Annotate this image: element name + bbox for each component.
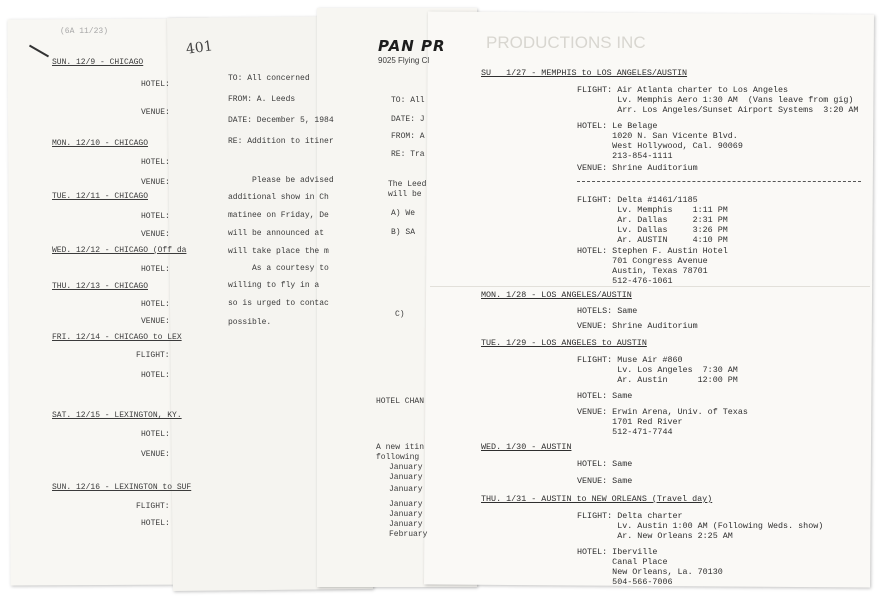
check-mark <box>29 45 49 58</box>
sheet2-line: FROM: A. Leeds <box>228 95 296 104</box>
sheet1-line: MON. 12/10 - CHICAGO <box>52 139 149 148</box>
sheet2-line: TO: All concerned <box>228 74 310 83</box>
sheet4-line: 512-471-7744 <box>577 427 673 437</box>
sheet4-line: Lv. Austin 1:00 AM (Following Weds. show) <box>577 521 824 531</box>
sheet4-line: Lv. Dallas 3:26 PM <box>577 225 728 235</box>
sheet3-line: TO: All <box>391 96 425 105</box>
pan-productions-logo: PAN PR <box>378 37 446 55</box>
sheet4-line: FLIGHT: Air Atlanta charter to Los Angeles <box>577 85 789 95</box>
sheet3-line: B) SA <box>391 228 416 237</box>
sheet4-line: VENUE: Shrine Auditorium <box>577 321 698 331</box>
sheet4-line: TUE. 1/29 - LOS ANGELES to AUSTIN <box>481 338 647 348</box>
sheet1-line: FLIGHT: <box>136 351 170 360</box>
sheet4-line: 1701 Red River <box>577 417 683 427</box>
sheet4-line: VENUE: Erwin Arena, Univ. of Texas <box>577 407 748 417</box>
sheet3-line: January <box>389 463 423 472</box>
sheet1-line: VENUE: <box>141 230 170 239</box>
sheet4-line: FLIGHT: Delta #1461/1185 <box>577 195 698 205</box>
sheet3-line: January <box>389 510 423 519</box>
sheet1-line: SUN. 12/9 - CHICAGO <box>52 58 144 67</box>
sheet1-line: THU. 12/13 - CHICAGO <box>52 282 149 291</box>
sheet4-line: Canal Place <box>577 557 668 567</box>
sheet4-line: Ar. Austin 12:00 PM <box>577 375 738 385</box>
sheet4-line: HOTEL: Same <box>577 391 633 401</box>
sheet1-line: HOTEL: <box>141 519 170 528</box>
sheet3-line: A) We <box>391 209 416 218</box>
sheet2-line: matinee on Friday, De <box>228 211 329 220</box>
sheet4-line: West Hollywood, Cal. 90069 <box>577 141 743 151</box>
sheet4-line: Ar. Dallas 2:31 PM <box>577 215 728 225</box>
sheet2-line: so is urged to contac <box>228 299 329 308</box>
sheet1-line: HOTEL: <box>141 80 170 89</box>
sheet4-line: SU 1/27 - MEMPHIS to LOS ANGELES/AUSTIN <box>481 68 688 78</box>
sheet4-line: Ar. New Orleans 2:25 AM <box>577 531 733 541</box>
sheet4-line: FLIGHT: Delta charter <box>577 511 683 521</box>
sheet4-line: New Orleans, La. 70130 <box>577 567 723 577</box>
sheet4-line: VENUE: Same <box>577 476 633 486</box>
sheet4-line: 504-566-7006 <box>577 577 673 587</box>
sheet4-line: HOTEL: Same <box>577 459 633 469</box>
sheet1-line: VENUE: <box>141 317 170 326</box>
sheet2-line: willing to fly in a <box>228 281 320 290</box>
sheet3-line: RE: Tra <box>391 150 425 159</box>
sheet1-line: HOTEL: <box>141 265 170 274</box>
sheet4-line: HOTEL: Stephen F. Austin Hotel <box>577 246 728 256</box>
sheet1-line: WED. 12/12 - CHICAGO (Off da <box>52 246 187 255</box>
corner-note: (6A 11/23) <box>60 27 109 36</box>
sheet4-line: HOTELS: Same <box>577 306 638 316</box>
sheet4-line: 213-854-1111 <box>577 151 673 161</box>
sheet4-line: Ar. AUSTIN 4:10 PM <box>577 235 728 245</box>
faded-letterhead: PRODUCTIONS INC <box>486 33 646 52</box>
sheet3-line: January <box>389 500 423 509</box>
sheet1-line: HOTEL: <box>141 371 170 380</box>
sheet3-line: HOTEL CHAN <box>376 397 425 406</box>
sheet4-line: HOTEL: Le Belage <box>577 121 658 131</box>
sheet3-line: following <box>376 453 420 462</box>
sheet4-line: 1020 N. San Vicente Blvd. <box>577 131 738 141</box>
sheet4-line: Austin, Texas 78701 <box>577 266 708 276</box>
sheet4-line: VENUE: Shrine Auditorium <box>577 163 698 173</box>
sheet1-line: HOTEL: <box>141 300 170 309</box>
handwritten-number: 401 <box>185 38 214 58</box>
sheet1-line: SUN. 12/16 - LEXINGTON to SUF <box>52 483 192 492</box>
sheet3-line: C) <box>395 310 405 319</box>
sheet3-line: January <box>389 520 423 529</box>
sheet4-line: FLIGHT: Muse Air #860 <box>577 355 683 365</box>
sheet1-line: VENUE: <box>141 450 170 459</box>
sheet4-line: HOTEL: Iberville <box>577 547 658 557</box>
sheet1-line: HOTEL: <box>141 430 170 439</box>
sheet4-line: 701 Congress Avenue <box>577 256 708 266</box>
sheet1-line: HOTEL: <box>141 158 170 167</box>
sheet4-line: Lv. Memphis Aero 1:30 AM (Vans leave from gig) <box>577 95 854 105</box>
sheet3-line: The Leed <box>388 180 427 189</box>
sheet3-line: February <box>389 530 428 539</box>
sheet4-line: 512-476-1061 <box>577 276 673 286</box>
sheet1-line: FLIGHT: <box>136 502 170 511</box>
sheet1-line: VENUE: <box>141 178 170 187</box>
sheet3-line: DATE: J <box>391 115 425 124</box>
sheet2-line: additional show in Ch <box>228 193 329 202</box>
sheet3-line: January <box>389 485 423 494</box>
sheet3-line: A new itin <box>376 443 425 452</box>
sheet3-line: January <box>389 473 423 482</box>
sheet4-line: Arr. Los Angeles/Sunset Airport Systems 3:20 AM <box>577 105 859 115</box>
sheet2-line: DATE: December 5, 1984 <box>228 116 334 125</box>
sheet4-line: Lv. Memphis 1:11 PM <box>577 205 728 215</box>
sheet2-line: Please be advised <box>252 176 334 185</box>
sheet1-line: FRI. 12/14 - CHICAGO to LEX <box>52 333 182 342</box>
sheet2-line: RE: Addition to itiner <box>228 137 334 146</box>
sheet4-line: MON. 1/28 - LOS ANGELES/AUSTIN <box>481 290 632 300</box>
sheet2-line: possible. <box>228 318 272 327</box>
sheet1-line: TUE. 12/11 - CHICAGO <box>52 192 149 201</box>
section-divider <box>577 181 861 182</box>
sheet3-line: will be <box>388 190 422 199</box>
sheet2-line: As a courtesy to <box>252 264 329 273</box>
sheet4-line: Lv. Los Angeles 7:30 AM <box>577 365 738 375</box>
sheet2-line: will be announced at <box>228 229 325 238</box>
sheet3-line: FROM: A <box>391 132 425 141</box>
pan-address: 9025 Flying Cl <box>378 56 430 65</box>
sheet1-line: HOTEL: <box>141 212 170 221</box>
sheet4-line: THU. 1/31 - AUSTIN to NEW ORLEANS (Travel day) <box>481 494 713 504</box>
sheet2-line: will take place the m <box>228 247 329 256</box>
sheet1-line: VENUE: <box>141 108 170 117</box>
sheet4-line: WED. 1/30 - AUSTIN <box>481 442 572 452</box>
sheet1-line: SAT. 12/15 - LEXINGTON, KY. <box>52 411 182 420</box>
